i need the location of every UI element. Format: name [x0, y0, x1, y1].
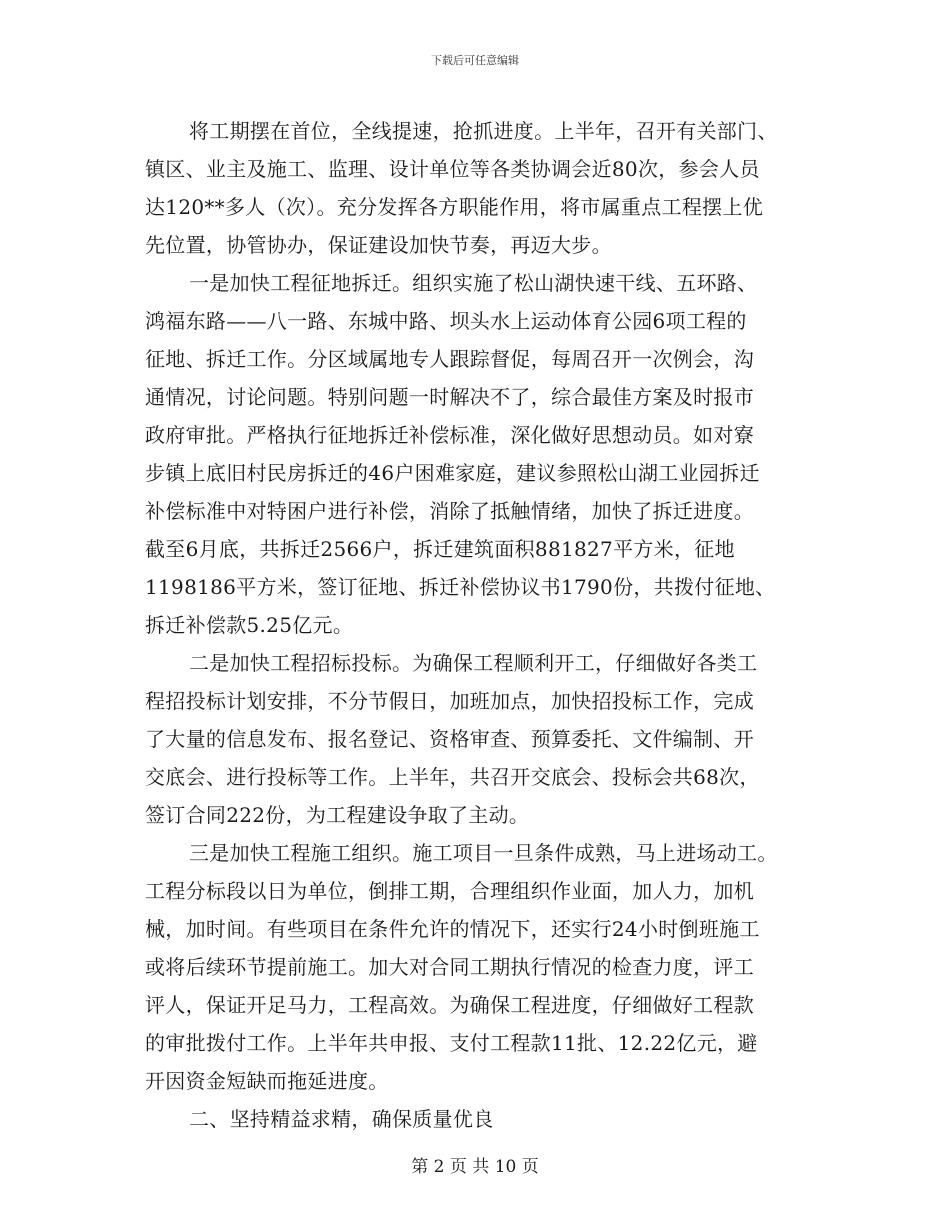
section-heading: 二、坚持精益求精，确保质量优良 — [189, 1107, 494, 1131]
text-line: 征地、拆迁工作。分区域属地专人跟踪督促，每周召开一次例会，沟 — [145, 347, 754, 371]
page-number: 第 2 页 共 10 页 — [411, 1157, 539, 1177]
text-line: 三是加快工程施工组织。施工项目一旦条件成熟，马上进场动工。 — [189, 841, 778, 865]
text-line: 鸿福东路——八一路、东城中路、坝头水上运动体育公园6项工程的 — [145, 309, 747, 333]
text-line: 镇区、业主及施工、监理、设计单位等各类协调会近80次，参会人员 — [145, 157, 760, 181]
page-header: 下载后可任意编辑 — [431, 54, 519, 67]
text-line: 交底会、进行投标等工作。上半年，共召开交底会、投标会共68次， — [145, 765, 760, 789]
text-line: 二是加快工程招标投标。为确保工程顺利开工，仔细做好各类工 — [189, 651, 758, 675]
text-line: 了大量的信息发布、报名登记、资格审查、预算委托、文件编制、开 — [145, 727, 754, 751]
text-line: 或将后续环节提前施工。加大对合同工期执行情况的检查力度，评工 — [145, 955, 754, 979]
text-line: 的审批拨付工作。上半年共申报、支付工程款11批、12.22亿元，避 — [145, 1031, 758, 1055]
text-line: 工程分标段以日为单位，倒排工期，合理组织作业面，加人力，加机 — [145, 879, 754, 903]
text-line: 程招投标计划安排，不分节假日，加班加点，加快招投标工作，完成 — [145, 689, 754, 713]
text-line: 达120**多人（次）。充分发挥各方职能作用，将市属重点工程摆上优 — [145, 195, 764, 219]
text-line: 先位置，协管协办，保证建设加快节奏，再迈大步。 — [145, 233, 612, 257]
text-line: 步镇上底旧村民房拆迁的46户困难家庭，建议参照松山湖工业园拆迁 — [145, 461, 760, 485]
text-line: 政府审批。严格执行征地拆迁补偿标准，深化做好思想动员。如对寮 — [145, 423, 754, 447]
text-line: 通情况，讨论问题。特别问题一时解决不了，综合最佳方案及时报市 — [145, 385, 754, 409]
text-line: 截至6月底，共拆迁2566户，拆迁建筑面积881827平方米，征地 — [145, 537, 735, 561]
text-line: 签订合同222份，为工程建设争取了主动。 — [145, 803, 530, 827]
text-line: 将工期摆在首位，全线提速，抢抓进度。上半年，召开有关部门、 — [189, 119, 778, 143]
text-line: 补偿标准中对特困户进行补偿，消除了抵触情绪，加快了拆迁进度。 — [145, 499, 754, 523]
text-line: 1198186平方米，签订征地、拆迁补偿协议书1790份，共拨付征地、 — [145, 575, 776, 599]
text-line: 械，加时间。有些项目在条件允许的情况下，还实行24小时倒班施工 — [145, 917, 760, 941]
text-line: 一是加快工程征地拆迁。组织实施了松山湖快速干线、五环路、 — [189, 271, 758, 295]
text-line: 拆迁补偿款5.25亿元。 — [145, 613, 354, 637]
text-line: 开因资金短缺而拖延进度。 — [145, 1069, 389, 1093]
text-line: 评人，保证开足马力，工程高效。为确保工程进度，仔细做好工程款 — [145, 993, 754, 1017]
